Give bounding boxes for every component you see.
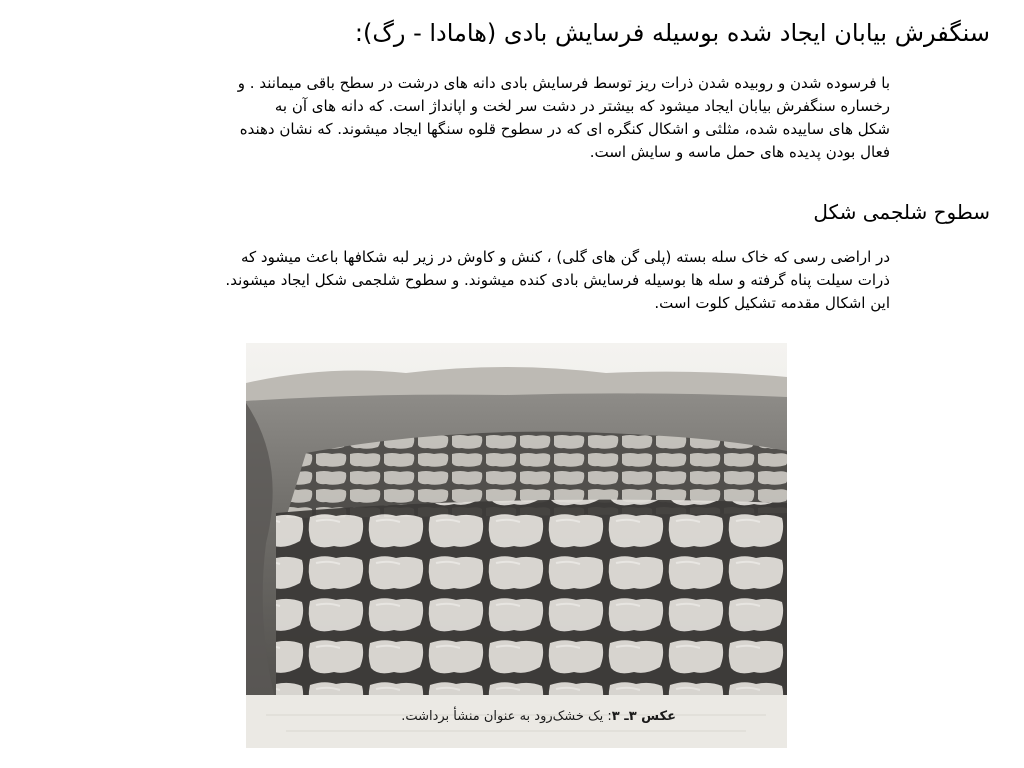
paragraph-line: این اشکال مقدمه تشکیل کلوت است.: [654, 294, 890, 312]
paragraph-line: شکل های ساییده شده، مثلثی و اشکال کنگره ای که در سطوح قلوه سنگها ایجاد میشوند. که نشان دهنده: [239, 120, 890, 138]
caption-label: عکس ۳ـ ۳: [611, 709, 676, 724]
photo-illustration: [246, 343, 787, 748]
paragraph-line: با فرسوده شدن و روبیده شدن ذرات ریز توسط فرسایش بادی دانه های درشت در سطح باقی میمانند . و: [237, 74, 890, 92]
cracked-mud-photo: [246, 343, 787, 748]
section-heading: سطوح شلجمی شکل: [813, 200, 990, 224]
slide-title: سنگفرش بیابان ایجاد شده بوسیله فرسایش بادی (هامادا - رگ):: [354, 19, 990, 47]
caption-text: : یک خشک‌رود به عنوان منشأ برداشت.: [401, 709, 612, 724]
paragraph-line: رخساره سنگفرش بیابان ایجاد میشود که بیشتر در دشت سر لخت و اپانداژ است. که دانه های آن به: [274, 97, 890, 115]
paragraph-yardang-surfaces: [100, 246, 890, 315]
paragraph-desert-pavement: [100, 72, 890, 164]
paragraph-line: ذرات سیلت پناه گرفته و سله ها بوسیله فرسایش بادی کنده میشوند. و سطوح شلجمی شکل ایجاد میشوند.: [225, 271, 890, 289]
figure-caption: [246, 708, 676, 726]
paragraph-line: فعال بودن پدیده های حمل ماسه و سایش است.: [589, 143, 890, 161]
paragraph-line: در اراضی رسی که خاک سله بسته (پلی گن های گلی) ، کنش و کاوش در زیر لبه شکافها باعث میشود که: [240, 248, 890, 266]
